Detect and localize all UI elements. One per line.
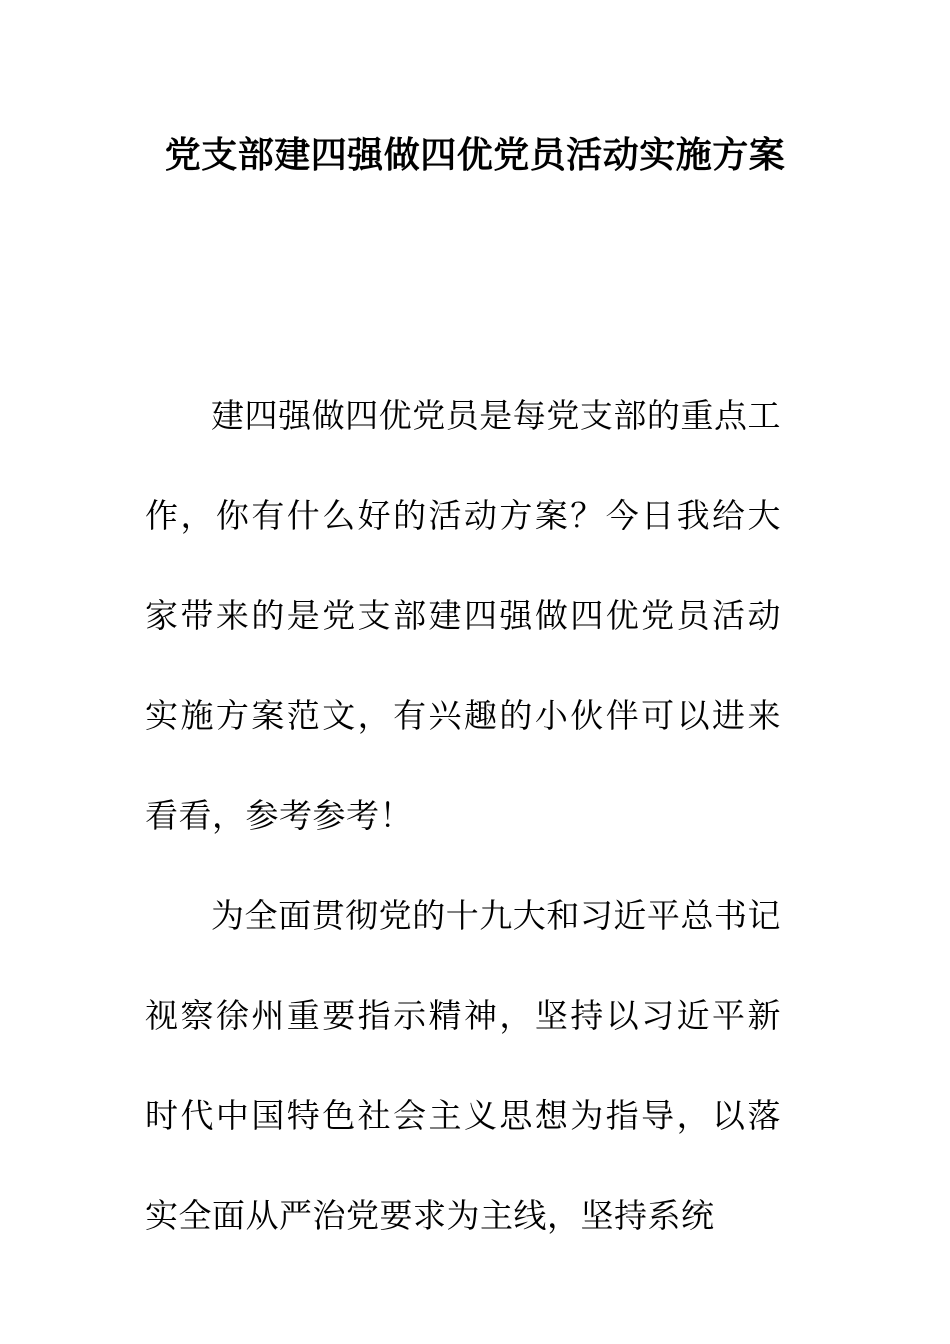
- paragraph-guidance: 为全面贯彻党的十九大和习近平总书记视察徐州重要指示精神，坚持以习近平新时代中国特色社会主义思想为指导，以落实全面从严治党要求为主线，坚持系统: [145, 896, 781, 1235]
- document-body: [145, 366, 781, 1266]
- document-title: 党支部建四强做四优党员活动实施方案: [164, 135, 786, 176]
- paragraph-intro: 建四强做四优党员是每党支部的重点工作，你有什么好的活动方案？今日我给大家带来的是党支部建四强做四优党员活动实施方案范文，有兴趣的小伙伴可以进来看看，参考参考！: [145, 396, 781, 835]
